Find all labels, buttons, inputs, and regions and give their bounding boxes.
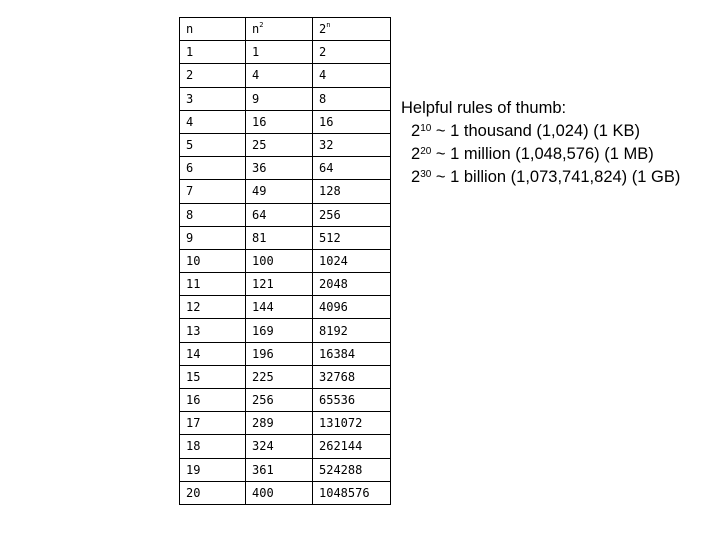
cell-n: 11 — [180, 273, 246, 296]
table-row — [180, 365, 391, 388]
table-row — [180, 180, 391, 203]
cell-n-squared: 400 — [246, 481, 313, 504]
cell-n-squared: 25 — [246, 133, 313, 156]
cell-n: 20 — [180, 481, 246, 504]
cell-n: 1 — [180, 41, 246, 64]
rule-gb-base: 2 — [411, 168, 421, 186]
powers-table-body — [180, 18, 391, 505]
cell-n-squared: 100 — [246, 249, 313, 272]
cell-n-squared: 81 — [246, 226, 313, 249]
cell-two-to-n: 128 — [313, 180, 391, 203]
table-row — [180, 133, 391, 156]
table-row — [180, 41, 391, 64]
table-row — [180, 296, 391, 319]
rule-mb — [401, 143, 680, 166]
header-two-to-n-exponent: n — [326, 21, 331, 30]
table-row — [180, 342, 391, 365]
cell-n-squared: 289 — [246, 412, 313, 435]
cell-n: 4 — [180, 110, 246, 133]
rule-mb-base: 2 — [411, 145, 421, 163]
table-row — [180, 435, 391, 458]
rule-kb-base: 2 — [411, 122, 421, 140]
cell-n-squared: 256 — [246, 389, 313, 412]
rule-mb-text: ~ 1 million (1,048,576) (1 MB) — [431, 145, 654, 163]
rule-gb-exponent: 30 — [420, 169, 432, 180]
cell-two-to-n: 64 — [313, 157, 391, 180]
rules-of-thumb — [401, 97, 680, 189]
table-row — [180, 87, 391, 110]
cell-two-to-n: 65536 — [313, 389, 391, 412]
table-row — [180, 110, 391, 133]
cell-two-to-n: 4096 — [313, 296, 391, 319]
table-row — [180, 481, 391, 504]
cell-n: 8 — [180, 203, 246, 226]
header-n-squared — [246, 18, 313, 41]
cell-n: 13 — [180, 319, 246, 342]
table-row — [180, 458, 391, 481]
table-row — [180, 157, 391, 180]
cell-two-to-n: 4 — [313, 64, 391, 87]
rule-kb-exponent: 10 — [420, 123, 432, 134]
header-n-base: n — [186, 22, 194, 37]
cell-n-squared: 49 — [246, 180, 313, 203]
header-two-to-n — [313, 18, 391, 41]
table-header-row — [180, 18, 391, 41]
rule-kb — [401, 120, 680, 143]
cell-n-squared: 361 — [246, 458, 313, 481]
cell-n: 18 — [180, 435, 246, 458]
rules-title: Helpful rules of thumb: — [401, 99, 567, 117]
cell-two-to-n: 131072 — [313, 412, 391, 435]
cell-n: 6 — [180, 157, 246, 180]
cell-two-to-n: 2 — [313, 41, 391, 64]
rule-gb-text: ~ 1 billion (1,073,741,824) (1 GB) — [431, 168, 681, 186]
cell-n-squared: 324 — [246, 435, 313, 458]
cell-two-to-n: 16 — [313, 110, 391, 133]
table-row — [180, 249, 391, 272]
cell-n-squared: 9 — [246, 87, 313, 110]
cell-two-to-n: 2048 — [313, 273, 391, 296]
cell-n: 7 — [180, 180, 246, 203]
header-n-squared-exponent: 2 — [259, 21, 264, 30]
cell-n: 10 — [180, 249, 246, 272]
cell-two-to-n: 524288 — [313, 458, 391, 481]
table-row — [180, 273, 391, 296]
cell-n: 16 — [180, 389, 246, 412]
cell-n-squared: 225 — [246, 365, 313, 388]
table-row — [180, 389, 391, 412]
cell-two-to-n: 32768 — [313, 365, 391, 388]
header-two-to-n-base: 2 — [319, 22, 327, 37]
table-row — [180, 412, 391, 435]
cell-n: 3 — [180, 87, 246, 110]
table-row — [180, 226, 391, 249]
cell-two-to-n: 262144 — [313, 435, 391, 458]
cell-n-squared: 169 — [246, 319, 313, 342]
cell-n-squared: 121 — [246, 273, 313, 296]
cell-two-to-n: 1048576 — [313, 481, 391, 504]
cell-n: 17 — [180, 412, 246, 435]
cell-n-squared: 16 — [246, 110, 313, 133]
cell-two-to-n: 16384 — [313, 342, 391, 365]
rule-mb-exponent: 20 — [420, 146, 432, 157]
rule-gb — [401, 166, 680, 189]
cell-n: 14 — [180, 342, 246, 365]
cell-n-squared: 4 — [246, 64, 313, 87]
cell-n: 15 — [180, 365, 246, 388]
cell-two-to-n: 256 — [313, 203, 391, 226]
header-n-squared-base: n — [252, 22, 260, 37]
cell-n-squared: 36 — [246, 157, 313, 180]
cell-n-squared: 64 — [246, 203, 313, 226]
powers-of-two-table — [179, 17, 391, 505]
cell-n: 9 — [180, 226, 246, 249]
cell-n-squared: 144 — [246, 296, 313, 319]
cell-two-to-n: 8192 — [313, 319, 391, 342]
cell-n-squared: 196 — [246, 342, 313, 365]
cell-n: 5 — [180, 133, 246, 156]
cell-two-to-n: 8 — [313, 87, 391, 110]
cell-two-to-n: 512 — [313, 226, 391, 249]
cell-n: 19 — [180, 458, 246, 481]
cell-two-to-n: 1024 — [313, 249, 391, 272]
table-row — [180, 319, 391, 342]
cell-n: 12 — [180, 296, 246, 319]
table-row — [180, 64, 391, 87]
cell-n-squared: 1 — [246, 41, 313, 64]
rule-kb-text: ~ 1 thousand (1,024) (1 KB) — [431, 122, 640, 140]
cell-two-to-n: 32 — [313, 133, 391, 156]
header-n — [180, 18, 246, 41]
cell-n: 2 — [180, 64, 246, 87]
table-row — [180, 203, 391, 226]
